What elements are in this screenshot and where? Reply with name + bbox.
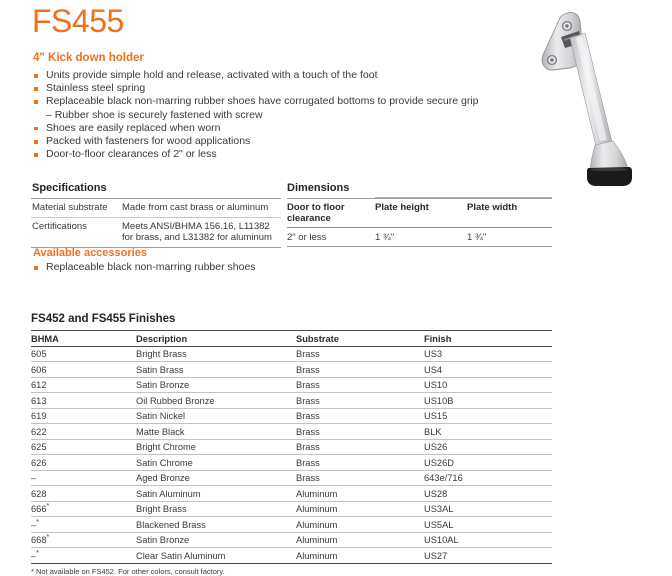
bhma-code: 628 [31, 488, 47, 499]
substrate-cell: Aluminum [296, 486, 424, 502]
table-row [31, 362, 552, 378]
feature-item [33, 135, 533, 148]
bhma-cell [31, 439, 136, 455]
dimension-value: 2" or less [287, 228, 375, 247]
bhma-cell [31, 548, 136, 564]
description-cell: Matte Black [136, 424, 296, 440]
dimensions-section [287, 182, 552, 247]
footnote-mark: * [46, 502, 50, 510]
column-header: Plate height [375, 199, 467, 228]
description-cell: Bright Brass [136, 346, 296, 362]
description-cell: Satin Aluminum [136, 486, 296, 502]
table-row [31, 455, 552, 471]
finishes-section [31, 313, 552, 576]
substrate-cell: Brass [296, 408, 424, 424]
feature-text: Replaceable black non-marring rubber shoes have corrugated bottoms to provide secure grip [46, 95, 479, 108]
bhma-code: 625 [31, 442, 47, 452]
screw-hole-center [550, 58, 553, 61]
finish-cell: US3 [424, 346, 552, 362]
product-photo-kick-down-holder [538, 2, 668, 192]
description-cell: Bright Chrome [136, 439, 296, 455]
bhma-code: 619 [31, 411, 47, 421]
column-header: Description [136, 331, 296, 347]
dimensions-table [287, 198, 552, 247]
table-row [31, 470, 552, 486]
accessories-heading: Available accessories [33, 247, 147, 259]
bhma-code: 605 [31, 349, 47, 359]
description-cell: Satin Bronze [136, 377, 296, 393]
substrate-cell: Aluminum [296, 532, 424, 548]
finish-cell: US26 [424, 439, 552, 455]
description-cell: Bright Brass [136, 501, 296, 517]
bhma-cell [31, 346, 136, 362]
dimension-value: 1 ¾" [467, 228, 552, 247]
bhma-code: 622 [31, 426, 47, 437]
bhma-code: 613 [31, 395, 47, 406]
bhma-code: 626 [31, 457, 47, 468]
table-row [31, 217, 281, 247]
substrate-cell: Aluminum [296, 501, 424, 517]
footnote-mark: * [46, 533, 50, 541]
column-header: Door to floor clearance [287, 199, 375, 228]
table-header-row [287, 199, 552, 228]
bhma-cell [31, 455, 136, 471]
table-row [31, 548, 552, 564]
finish-cell: US5AL [424, 517, 552, 533]
dimension-value: 1 ¾" [375, 228, 467, 247]
table-footnote: * Not available on FS452. For other colors, consult factory. [31, 566, 225, 576]
finish-cell: US28 [424, 486, 552, 502]
description-cell: Oil Rubbed Bronze [136, 393, 296, 409]
bhma-cell [31, 470, 136, 486]
bhma-code: – [31, 550, 37, 561]
specifications-heading: Specifications [32, 182, 107, 194]
table-row [31, 532, 552, 548]
finish-cell: US10 [424, 377, 552, 393]
substrate-cell: Brass [296, 439, 424, 455]
table-row [31, 517, 552, 533]
bhma-cell [31, 517, 136, 533]
feature-item [33, 69, 533, 82]
page-title: FS455 [32, 3, 124, 39]
feature-text: Units provide simple hold and release, activated with a touch of the foot [46, 69, 378, 81]
bhma-cell [31, 362, 136, 378]
footnote-mark: * [36, 549, 39, 557]
description-cell: Satin Chrome [136, 455, 296, 471]
spec-value: Made from cast brass or aluminum [121, 199, 281, 218]
finish-cell: 643e/716 [424, 470, 552, 486]
table-row [31, 408, 552, 424]
bhma-code: 666 [31, 504, 47, 514]
bhma-code: 612 [31, 380, 47, 390]
table-row [31, 439, 552, 455]
table-row [31, 486, 552, 502]
column-header: Substrate [296, 331, 424, 347]
bhma-cell [31, 486, 136, 502]
substrate-cell: Brass [296, 346, 424, 362]
substrate-cell: Brass [296, 362, 424, 378]
finish-cell: US3AL [424, 501, 552, 517]
bhma-cell [31, 393, 136, 409]
feature-item [33, 82, 533, 95]
substrate-cell: Brass [296, 470, 424, 486]
finish-cell: BLK [424, 424, 552, 440]
feature-subitem [33, 109, 533, 122]
description-cell: Satin Bronze [136, 532, 296, 548]
table-header-row [31, 331, 552, 347]
feature-text: Door-to-floor clearances of 2" or less [46, 148, 217, 161]
bhma-code: 668 [31, 535, 47, 545]
feature-text: Shoes are easily replaced when worn [46, 121, 221, 134]
spec-label: Certifications [31, 217, 121, 247]
finish-cell: US27 [424, 548, 552, 564]
feature-text: Stainless steel spring [46, 82, 146, 95]
description-cell: Aged Bronze [136, 470, 296, 486]
table-row [31, 424, 552, 440]
finish-cell: US10AL [424, 532, 552, 548]
substrate-cell: Brass [296, 424, 424, 440]
description-cell: Satin Brass [136, 362, 296, 378]
column-header: BHMA [31, 331, 136, 347]
column-header: Finish [424, 331, 552, 347]
specifications-section [31, 182, 281, 248]
divider-line [375, 197, 552, 198]
column-header: Plate width [467, 199, 552, 228]
feature-list [33, 69, 533, 161]
foot-cone [590, 141, 628, 170]
footnote-mark: * [36, 518, 39, 526]
feature-item [33, 122, 533, 135]
bhma-code: – [31, 473, 37, 483]
spec-label: Material substrate [31, 199, 121, 218]
table-row [31, 501, 552, 517]
substrate-cell: Aluminum [296, 517, 424, 533]
accessories-list [33, 261, 353, 274]
spec-value: Meets ANSI/BHMA 156.16, L11382 for brass, and L31382 for aluminum [121, 217, 281, 247]
bhma-cell [31, 501, 136, 517]
feature-item [33, 148, 533, 161]
substrate-cell: Brass [296, 393, 424, 409]
specifications-table [31, 198, 281, 248]
bhma-cell [31, 532, 136, 548]
finish-cell: US15 [424, 408, 552, 424]
bhma-code: – [31, 519, 37, 530]
finish-cell: US26D [424, 455, 552, 471]
finish-cell: US4 [424, 362, 552, 378]
description-cell: Satin Nickel [136, 408, 296, 424]
table-row [31, 393, 552, 409]
bhma-cell [31, 377, 136, 393]
substrate-cell: Brass [296, 455, 424, 471]
feature-text: – Rubber shoe is securely fastened with screw [46, 108, 263, 121]
accessories-section [33, 247, 353, 274]
table-row [31, 377, 552, 393]
substrate-cell: Brass [296, 377, 424, 393]
finish-cell: US10B [424, 393, 552, 409]
substrate-cell: Aluminum [296, 548, 424, 564]
feature-item [33, 95, 533, 108]
table-row [31, 346, 552, 362]
finishes-table [31, 330, 552, 564]
description-cell: Blackened Brass [136, 517, 296, 533]
list-item: Replaceable black non-marring rubber shoes [33, 261, 353, 274]
bhma-code: 606 [31, 364, 47, 375]
table-row [31, 199, 281, 218]
feature-text: Packed with fasteners for wood applications [46, 135, 251, 148]
screw-hole-center [565, 24, 568, 27]
finishes-heading: FS452 and FS455 Finishes [31, 313, 176, 325]
bhma-cell [31, 424, 136, 440]
dimensions-heading: Dimensions [287, 182, 350, 194]
shoe-highlight [590, 168, 628, 171]
table-row [287, 228, 552, 247]
description-cell: Clear Satin Aluminum [136, 548, 296, 564]
product-subtitle: 4" Kick down holder [33, 52, 144, 64]
bhma-cell [31, 408, 136, 424]
